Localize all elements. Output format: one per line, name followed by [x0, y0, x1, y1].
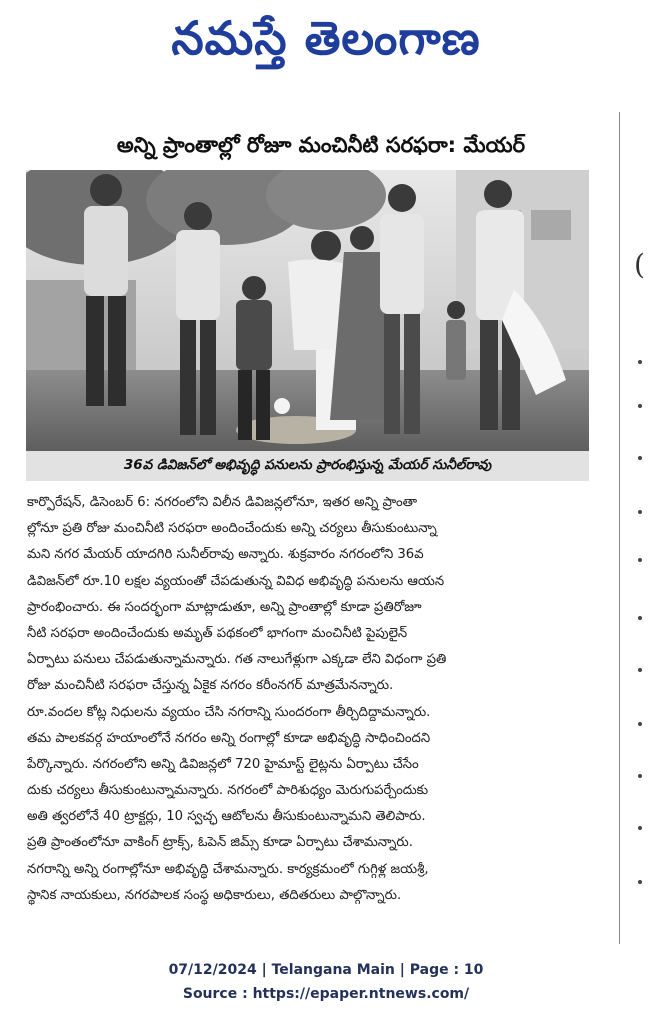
article-line: రోజు మంచినీటి సరఫరా చేస్తున్న ఏకైక నగరం కరీంనగర్ మాత్రమేనన్నారు.	[27, 678, 394, 694]
article-line: ప్రారంభించారు. ఈ సందర్భంగా మాట్లాడుతూ, అన్ని ప్రాంతాల్లో కూడా ప్రతిరోజూ	[27, 599, 422, 615]
article-line: దుకు చర్యలు తీసుకుంటున్నామన్నారు. నగరంలో పారిశుధ్యం మెరుగుపర్చేందుకు	[27, 783, 429, 799]
article-headline: అన్ని ప్రాంతాల్లో రోజూ మంచినీటి సరఫరా: మేయర్	[116, 133, 526, 158]
article-line: అతి త్వరలోనే 40 ట్రాక్టర్లు, 10 స్వచ్ఛ ఆటోలను తీసుకుంటున్నామని తెలిపారు.	[27, 809, 426, 825]
adjacent-column-dots	[638, 360, 646, 920]
article-line: రూ.వందల కోట్ల నిధులను వ్యయం చేసి నగరాన్ని సుందరంగా తీర్చిదిద్దామన్నారు.	[27, 704, 431, 720]
article-line: ఏర్పాటు పనులు చేపడుతున్నామన్నారు. గత నాలుగేళ్లుగా ఎక్కడా లేని విధంగా ప్రతి	[27, 652, 447, 668]
news-photo	[26, 170, 589, 451]
article-line: స్థానిక నాయకులు, నగరపాలక సంస్థ అధికారులు, తదితరులు పాల్గొన్నారు.	[27, 887, 402, 903]
photo-caption: 36వ డివిజన్‌లో అభివృద్ధి పనులను ప్రారంభిస్తున్న మేయర్ సునీల్‌రావు	[26, 451, 589, 481]
article-line: పేర్కొన్నారు. నగరంలోని అన్ని డివిజన్లలో 720 హైమాస్ట్ లైట్లను ఏర్పాటు చేసేం	[27, 756, 419, 772]
article-body	[27, 490, 593, 909]
column-divider	[619, 112, 620, 944]
masthead	[0, 0, 652, 88]
newspaper-logo: నమస్తే తెలంగాణ	[171, 11, 481, 65]
edition-info: 07/12/2024 | Telangana Main | Page : 10	[168, 962, 484, 978]
article-line: తమ పాలకవర్గ హయాంలోనే నగరం అన్ని రంగాల్లో కూడా అభివృద్ధి సాధించిందని	[27, 730, 431, 746]
article-line: నగరాన్ని అన్ని రంగాల్లోనూ అభివృద్ధి చేశామన్నారు. కార్యక్రమంలో గుగ్గిళ్ల జయశ్రీ,	[27, 861, 429, 877]
adjacent-column-fragment: (	[634, 248, 645, 281]
source-url: Source : https://epaper.ntnews.com/	[182, 986, 470, 1002]
article-line: డివిజన్‌లో రూ.10 లక్షల వ్యయంతో చేపడుతున్న వివిధ అభివృద్ధి పనులను ఆయన	[27, 573, 445, 589]
article-line: నీటి సరఫరా అందించేందుకు అమృత్ పథకంలో భాగంగా మంచినీటి పైపులైన్	[27, 625, 408, 641]
article-line: ప్రతి ప్రాంతంలోనూ వాకింగ్ ట్రాక్స్, ఓపెన్ జిమ్స్ కూడా ఏర్పాటు చేశామన్నారు.	[27, 835, 413, 851]
article-line: కార్పొరేషన్, డిసెంబర్ 6: నగరంలోని విలీన డివిజన్లలోనూ, ఇతర అన్ని ప్రాంతా	[27, 495, 418, 510]
news-photo-illustration	[26, 170, 589, 451]
article-line: మని నగర మేయర్ యాదగిరి సునీల్‌రావు అన్నారు. శుక్రవారం నగరంలోని 36వ	[27, 547, 424, 563]
article-line: ల్లోనూ ప్రతి రోజు మంచినీటి సరఫరా అందించేందుకు అన్ని చర్యలు తీసుకుంటున్నా	[27, 521, 437, 537]
